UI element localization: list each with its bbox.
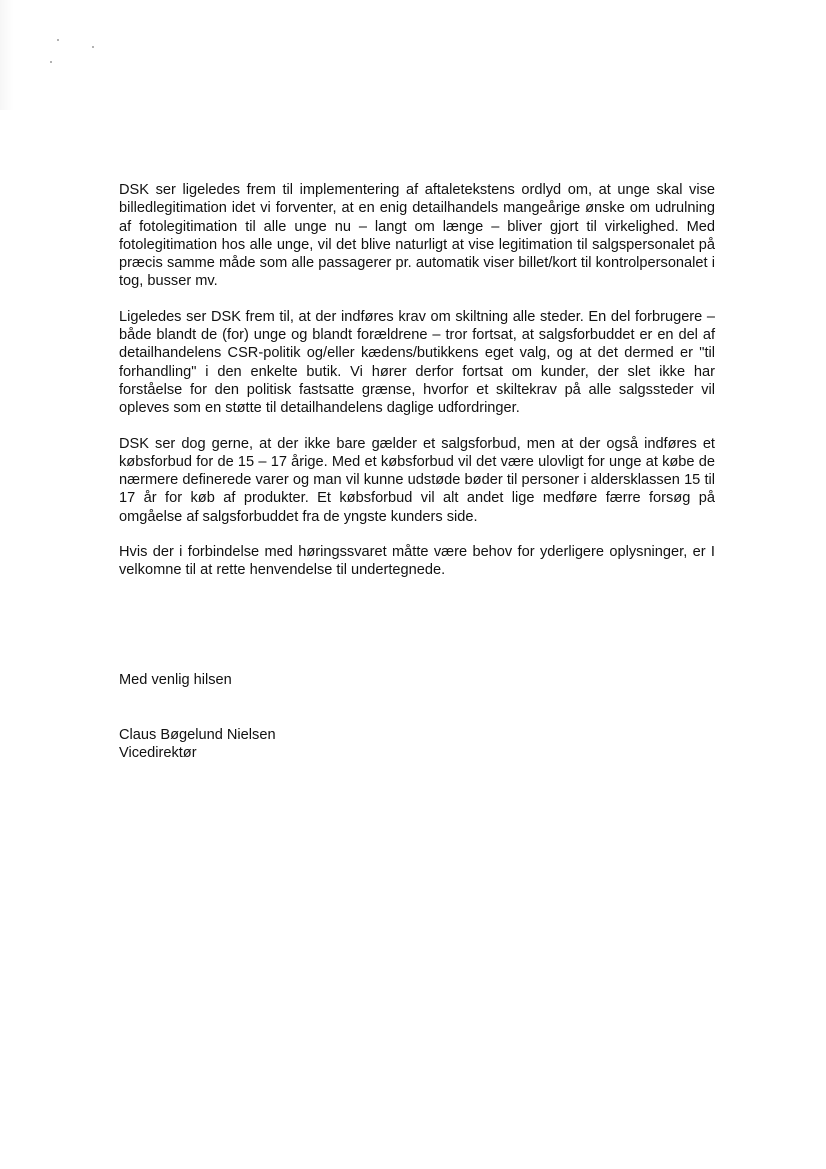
signature-block <box>119 726 276 763</box>
scan-speck <box>57 39 59 41</box>
signer-name: Claus Bøgelund Nielsen <box>119 727 276 743</box>
closing-salutation: Med venlig hilsen <box>119 672 232 688</box>
letter-body <box>119 181 715 597</box>
paragraph-photo-id: DSK ser ligeledes frem til implementering af aftaletekstens ordlyd om, at unge skal vise billedlegitimation idet vi forventer, at en enig detailhandels mangeårige ønske om udrulning af fotolegitimation til alle unge nu – langt om længe – bliver gjort til virkelighed. Med fotolegitimation hos alle unge, vil det blive naturligt at vise legitimation til salgspersonalet på præcis samme måde som alle passagerer pr. automatik viser billet/kort til kontrolpersonalet i tog, busser mv. <box>119 182 715 290</box>
scan-speck <box>50 61 52 63</box>
paragraph-signage: Ligeledes ser DSK frem til, at der indføres krav om skiltning alle steder. En del forbrugere – både blandt de (for) unge og blandt forældrene – tror fortsat, at salgsforbuddet er en del af detailhandelens CSR-politik og/eller kædens/butikkens eget valg, og at det dermed er "til forhandling" i den enkelte butik. Vi hører derfor fortsat om kunder, der slet ikke har forståelse for den politisk fastsatte grænse, hvorfor et skiltekrav på alle salgssteder vil opleves som en støtte til detailhandelens daglige udfordringer. <box>119 308 715 417</box>
paragraph-contact: Hvis der i forbindelse med høringssvaret måtte være behov for yderligere oplysninger, er I velkomne til at rette henvendelse til undertegnede. <box>119 544 715 579</box>
scan-shadow <box>0 0 14 110</box>
scan-speck <box>92 46 94 48</box>
paragraph-purchase-ban: DSK ser dog gerne, at der ikke bare gælder et salgsforbud, men at der også indføres et købsforbud for de 15 – 17 årige. Med et købsforbud vil det være ulovligt for unge at købe de nærmere definerede varer og man vil kunne udstøde bøder til personer i aldersklassen 15 til 17 år for køb af produkter. Et købsforbud vil alt andet lige medføre færre forsøg på omgåelse af salgsforbuddet fra de yngste kunders side. <box>119 435 715 525</box>
signer-title: Vicedirektør <box>119 745 197 762</box>
